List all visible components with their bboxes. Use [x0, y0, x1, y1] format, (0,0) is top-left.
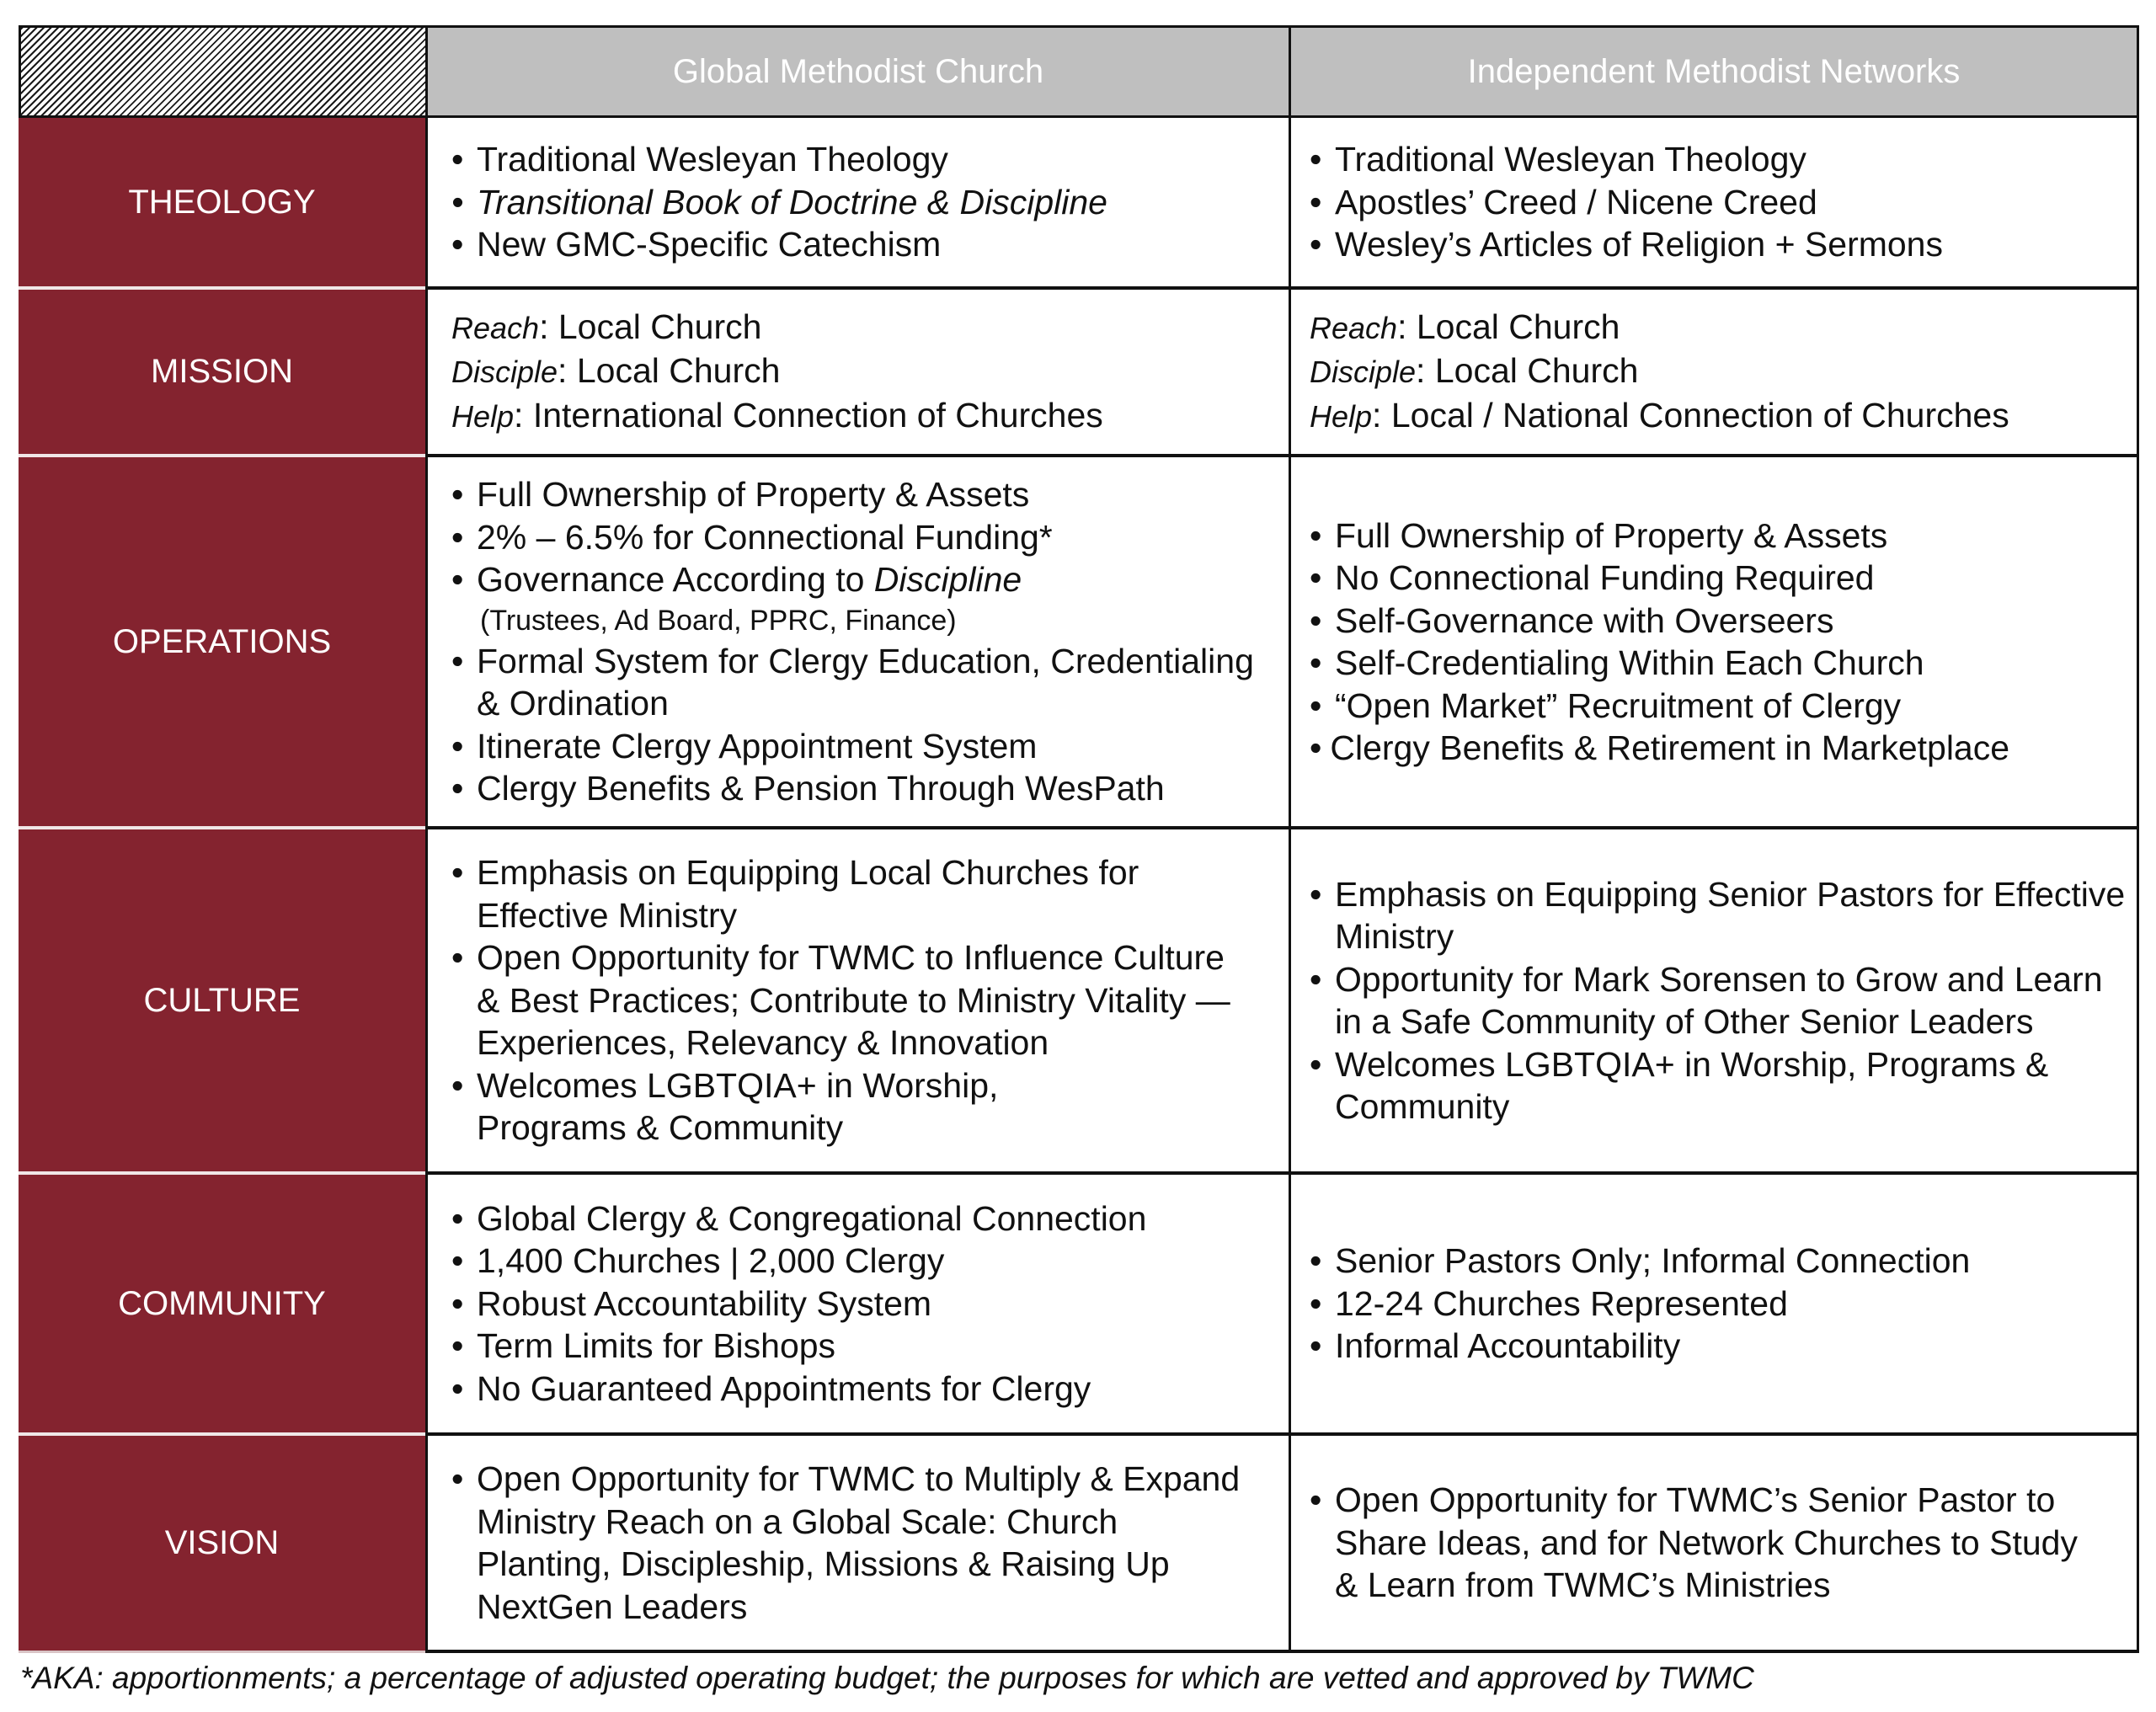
list-item: • 1,400 Churches | 2,000 Clergy [451, 1240, 1272, 1283]
list-item: • Clergy Benefits & Pension Through WesPath [451, 767, 1272, 810]
row-label-operations: OPERATIONS [19, 457, 425, 829]
list-item: • Full Ownership of Property & Assets [451, 473, 1272, 516]
list-item: • Opportunity for Mark Sorensen to Grow and Learn in a Safe Community of Other Senior Leaders [1310, 958, 2128, 1043]
list-item: • Open Opportunity for TWMC to Multiply & Expand Ministry Reach on a Global Scale: Church Planting, Discipleship, Missions & Raising Up NextGen Leaders [451, 1458, 1255, 1628]
list-item-subnote: (Trustees, Ad Board, PPRC, Finance) [480, 604, 957, 637]
list-item: • Transitional Book of Doctrine & Discipline [451, 181, 1272, 224]
mission-key: Help [451, 398, 515, 434]
list-item: • No Guaranteed Appointments for Clergy [451, 1368, 1272, 1411]
mission-line: Disciple: Local Church [451, 351, 781, 391]
list-item: • Full Ownership of Property & Assets [1310, 515, 2128, 557]
cell-culture-imn [1289, 829, 2139, 1175]
cell-culture-gmc [425, 829, 1289, 1175]
row-label-theology: THEOLOGY [19, 118, 425, 290]
cell-community-gmc [425, 1175, 1289, 1436]
hatched-corner-icon [19, 25, 425, 118]
mission-line: Help: International Connection of Churches [451, 395, 1103, 435]
row-culture [19, 829, 2139, 1175]
row-theology [19, 118, 2139, 290]
comparison-table [19, 25, 2139, 1653]
mission-line: Disciple: Local Church [1310, 351, 1639, 391]
column-header-imn: Independent Methodist Networks [1289, 25, 2139, 118]
cell-operations-gmc [425, 457, 1289, 829]
row-community [19, 1175, 2139, 1436]
list-item: • Global Clergy & Congregational Connection [451, 1197, 1272, 1240]
list-item: • Emphasis on Equipping Senior Pastors for Effective Ministry [1310, 873, 2128, 958]
list-item: • Self-Credentialing Within Each Church [1310, 642, 2128, 685]
cell-theology-imn [1289, 118, 2139, 290]
list-item: • 2% – 6.5% for Connectional Funding* [451, 516, 1272, 559]
list-item: • Open Opportunity for TWMC’s Senior Pastor to Share Ideas, and for Network Churches to Study & Learn from TWMC’s Ministries [1310, 1479, 2078, 1607]
cell-vision-imn [1289, 1436, 2139, 1653]
list-item: • “Open Market” Recruitment of Clergy [1310, 685, 2128, 728]
mission-value: Local Church [576, 351, 781, 391]
row-label-vision: VISION [19, 1436, 425, 1653]
list-item: • Traditional Wesleyan Theology [451, 138, 1272, 181]
mission-line: Reach: Local Church [1310, 307, 1620, 346]
footnote: *AKA: apportionments; a percentage of adjusted operating budget; the purposes for which are vetted and approved by TWMC [20, 1661, 1754, 1695]
mission-key: Disciple [451, 355, 558, 390]
list-item: • Clergy Benefits & Retirement in Marketplace [1310, 727, 2128, 770]
mission-key: Help [1310, 398, 1373, 434]
list-item: • Informal Accountability [1310, 1325, 2128, 1368]
list-item: • Traditional Wesleyan Theology [1310, 138, 2128, 181]
list-item: • 12-24 Churches Represented [1310, 1283, 2128, 1325]
cell-operations-imn [1289, 457, 2139, 829]
list-item: • Welcomes LGBTQIA+ in Worship, Programs & Community [451, 1064, 1255, 1149]
list-item: • Welcomes LGBTQIA+ in Worship, Programs & Community [1310, 1043, 2128, 1128]
list-item: • Self-Governance with Overseers [1310, 600, 2128, 643]
column-header-gmc: Global Methodist Church [425, 25, 1289, 118]
header-row [19, 25, 2139, 118]
row-operations [19, 457, 2139, 829]
cell-vision-gmc [425, 1436, 1289, 1653]
mission-key: Disciple [1310, 355, 1417, 390]
mission-line: Reach: Local Church [451, 307, 762, 346]
mission-key: Reach [1310, 310, 1398, 345]
list-item: • Term Limits for Bishops [451, 1325, 1272, 1368]
cell-theology-gmc [425, 118, 1289, 290]
list-item: • Itinerate Clergy Appointment System [451, 725, 1272, 768]
cell-mission-imn [1289, 290, 2139, 457]
cell-mission-gmc [425, 290, 1289, 457]
list-item: • Senior Pastors Only; Informal Connection [1310, 1240, 2128, 1283]
list-item: • No Connectional Funding Required [1310, 557, 2128, 600]
list-item: • Wesley’s Articles of Religion + Sermons [1310, 223, 2128, 266]
mission-value: Local Church [1416, 307, 1620, 346]
mission-value: Local Church [1434, 351, 1639, 391]
list-item: • Emphasis on Equipping Local Churches for Effective Ministry [451, 851, 1255, 936]
row-vision [19, 1436, 2139, 1653]
mission-value: International Connection of Churches [532, 395, 1103, 435]
row-label-mission: MISSION [19, 290, 425, 457]
mission-key: Reach [451, 310, 540, 345]
list-item: • New GMC-Specific Catechism [451, 223, 1272, 266]
list-item: • Formal System for Clergy Education, Credentialing & Ordination [451, 640, 1272, 725]
cell-community-imn [1289, 1175, 2139, 1436]
list-item: • Open Opportunity for TWMC to Influence Culture & Best Practices; Contribute to Ministry Vitality — Experiences, Relevancy & Innovation [451, 936, 1255, 1064]
list-item: • Apostles’ Creed / Nicene Creed [1310, 181, 2128, 224]
list-item: • Robust Accountability System [451, 1283, 1272, 1325]
row-label-community: COMMUNITY [19, 1175, 425, 1436]
mission-value: Local / National Connection of Churches [1390, 395, 2009, 435]
mission-value: Local Church [558, 307, 762, 346]
row-mission [19, 290, 2139, 457]
list-item: • Governance According to Discipline [451, 558, 1272, 601]
row-label-culture: CULTURE [19, 829, 425, 1175]
mission-line: Help: Local / National Connection of Churches [1310, 395, 2009, 435]
